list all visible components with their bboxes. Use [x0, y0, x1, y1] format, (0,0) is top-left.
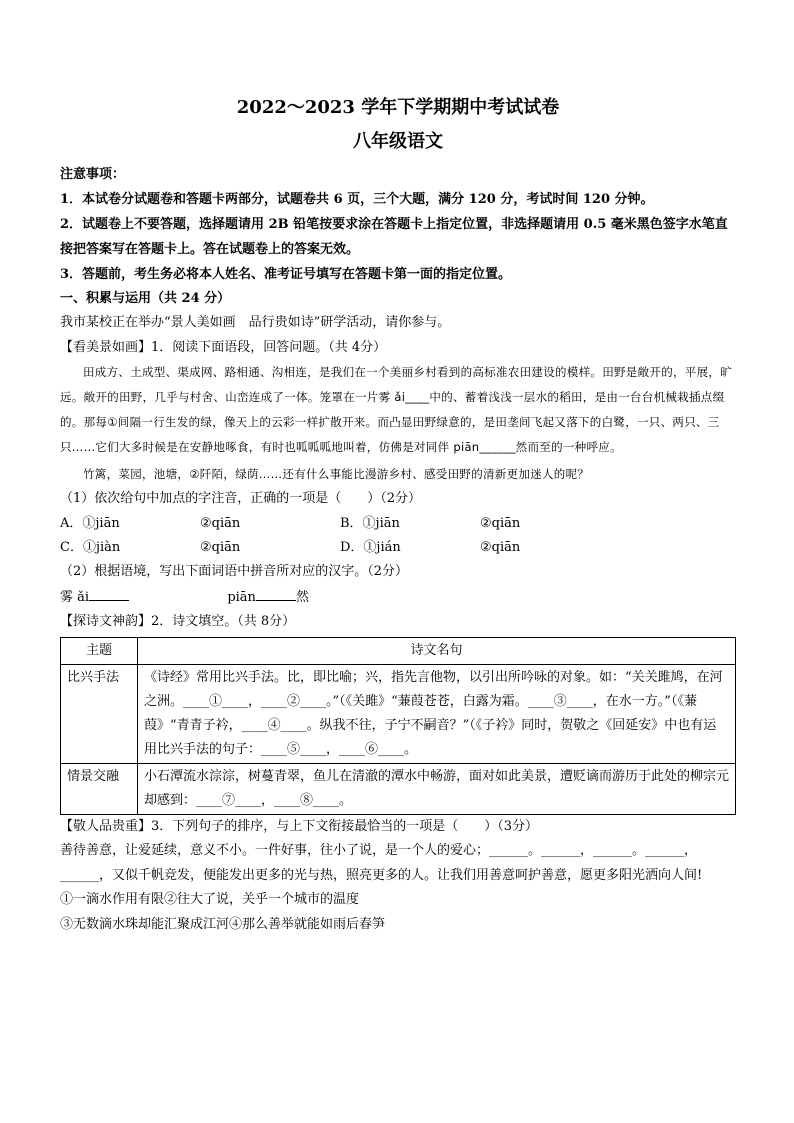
q2-header: 【探诗文神韵】2．诗文填空。（共 8分） [60, 614, 296, 629]
q3-header: 【敬人品贵重】3．下列句子的排序，与上下文衔接最恰当的一项是（ ）（3分） [60, 818, 539, 834]
pinyin-1-label: 雾 ǎi [60, 590, 90, 605]
poem-table-header-theme: 主题 [61, 637, 138, 664]
exam-page [60, 96, 736, 937]
poem-table-header-row [61, 637, 736, 664]
pinyin-2-label: piān [227, 590, 256, 605]
poem-table-row [61, 763, 736, 814]
option-a[interactable]: A．①jiān [60, 515, 120, 531]
pinyin-2-tail: 然 [295, 590, 309, 605]
pinyin-blanks [60, 584, 736, 610]
q3-choices-1: ①一滴水作用有限②往大了说，关乎一个城市的温度 [60, 892, 360, 907]
poem-row-2-text: 小石潭流水淙淙，树蔓青翠，鱼儿在清澈的潭水中畅游，面对如此美景，遭贬谪而游历于此处的柳宗元却感到：____⑦____，____⑧____。 [138, 763, 736, 814]
note-item-3: 3．答题前，考生务必将本人姓名、准考证号填写在答题卡第一面的指定位置。 [60, 267, 512, 282]
q1-sub-2: （2）根据语境，写出下面词语中拼音所对应的汉字。（2分） [60, 563, 409, 579]
option-b[interactable]: B．①jiān [340, 515, 400, 531]
poem-row-2-theme: 情景交融 [61, 763, 138, 814]
pinyin-2-blank[interactable] [256, 584, 296, 601]
q1-options-row-2 [60, 536, 736, 560]
notes-heading: 注意事项： [60, 167, 126, 182]
option-d[interactable]: D．①jián [340, 539, 401, 555]
poem-row-1-text: 《诗经》常用比兴手法。比，即比喻；兴，指先言他物，以引出所吟咏的对象。如：“关关雎鸠，在河之洲。____①____，____②____。”（《关雎》“蒹葭苍苍，白露为霜。____③____，在水一方。”（《蒹葭》“青青子衿，____④____。纵我不往，子宁不嗣音？”（《子衿》同时，贺敬之《回延安》中也有运用比兴手法的句子：____⑤____，____⑥____。 [138, 664, 736, 763]
option-c-second: ②qiān [200, 539, 241, 555]
q1-passage-1: 田成方、土成型、渠成网、路相通、沟相连，是我们在一个美丽乡村看到的高标准农田建设的模样。田野是敞开的，平展，旷远。敞开的田野，几乎与村舍、山峦连成了一体。笼罩在一片雾 ǎi____中的、蓄着浅浅一层水的稻田，是由一台台机械栽插点缀的。那每①间隔一行生发的绿，像天上的云彩一样扩散开来。而凸显田野绿意的，是田垄间飞起又落下的白鹭，一只、两只、三只……它们大多时候是在安静地啄食，有时也呱呱呱地叫着，仿佛是对同伴 piān______然而至的一种呼应。 [60, 365, 732, 454]
section-1-intro: 我市某校正在举办“景人美如画 品行贵如诗”研学活动，请你参与。 [60, 315, 451, 330]
section-1-title: 一、积累与运用（共 24 分） [60, 291, 231, 306]
option-c[interactable]: C．①jiàn [60, 539, 121, 555]
exam-title: 2022～2023 学年下学期期中考试试卷 [236, 97, 560, 118]
exam-subtitle: 八年级语文 [353, 131, 443, 152]
option-b-second: ②qiān [480, 515, 521, 531]
q1-sub-1: （1）依次给句中加点的字注音，正确的一项是（ ）（2分） [60, 491, 422, 506]
q1-passage-2: 竹篱，菜园，池塘，②阡陌，绿荫……还有什么事能比漫游乡村、感受田野的清新更加迷人的呢？ [83, 467, 590, 481]
option-d-second: ②qiān [480, 539, 521, 555]
q1-header: 【看美景如画】1．阅读下面语段，回答问题。（共 4分） [60, 339, 387, 355]
note-item-1: 1．本试卷分试题卷和答题卡两部分，试题卷共 6 页，三个大题，满分 120 分，考试时间 120 分钟。 [60, 192, 654, 207]
poem-table [60, 637, 736, 815]
q3-text: 善待善意，让爱延续，意义不小。一件好事，往小了说，是一个人的爱心；______。______，______。______，______，又似千帆竞发，便能发出更多的光与热，照亮更多的人。让我们用善意呵护善意，愿更多阳光洒向人间! [60, 843, 703, 883]
q3-choices-2: ③无数滴水珠却能汇聚成江河④那么善举就能如雨后春笋 [60, 916, 386, 932]
poem-table-header-lines: 诗文名句 [138, 637, 736, 664]
note-item-2: 2．试题卷上不要答题，选择题请用 2B 铅笔按要求涂在答题卡上指定位置，非选择题请用 0.5 毫米黑色签字水笔直接把答案写在答题卡上。答在试题卷上的答案无效。 [60, 217, 728, 257]
poem-row-1-theme: 比兴手法 [61, 664, 138, 763]
pinyin-1-blank[interactable] [89, 584, 129, 601]
poem-table-row [61, 664, 736, 763]
q1-options-row-1 [60, 512, 736, 536]
option-a-second: ②qiān [200, 515, 241, 531]
